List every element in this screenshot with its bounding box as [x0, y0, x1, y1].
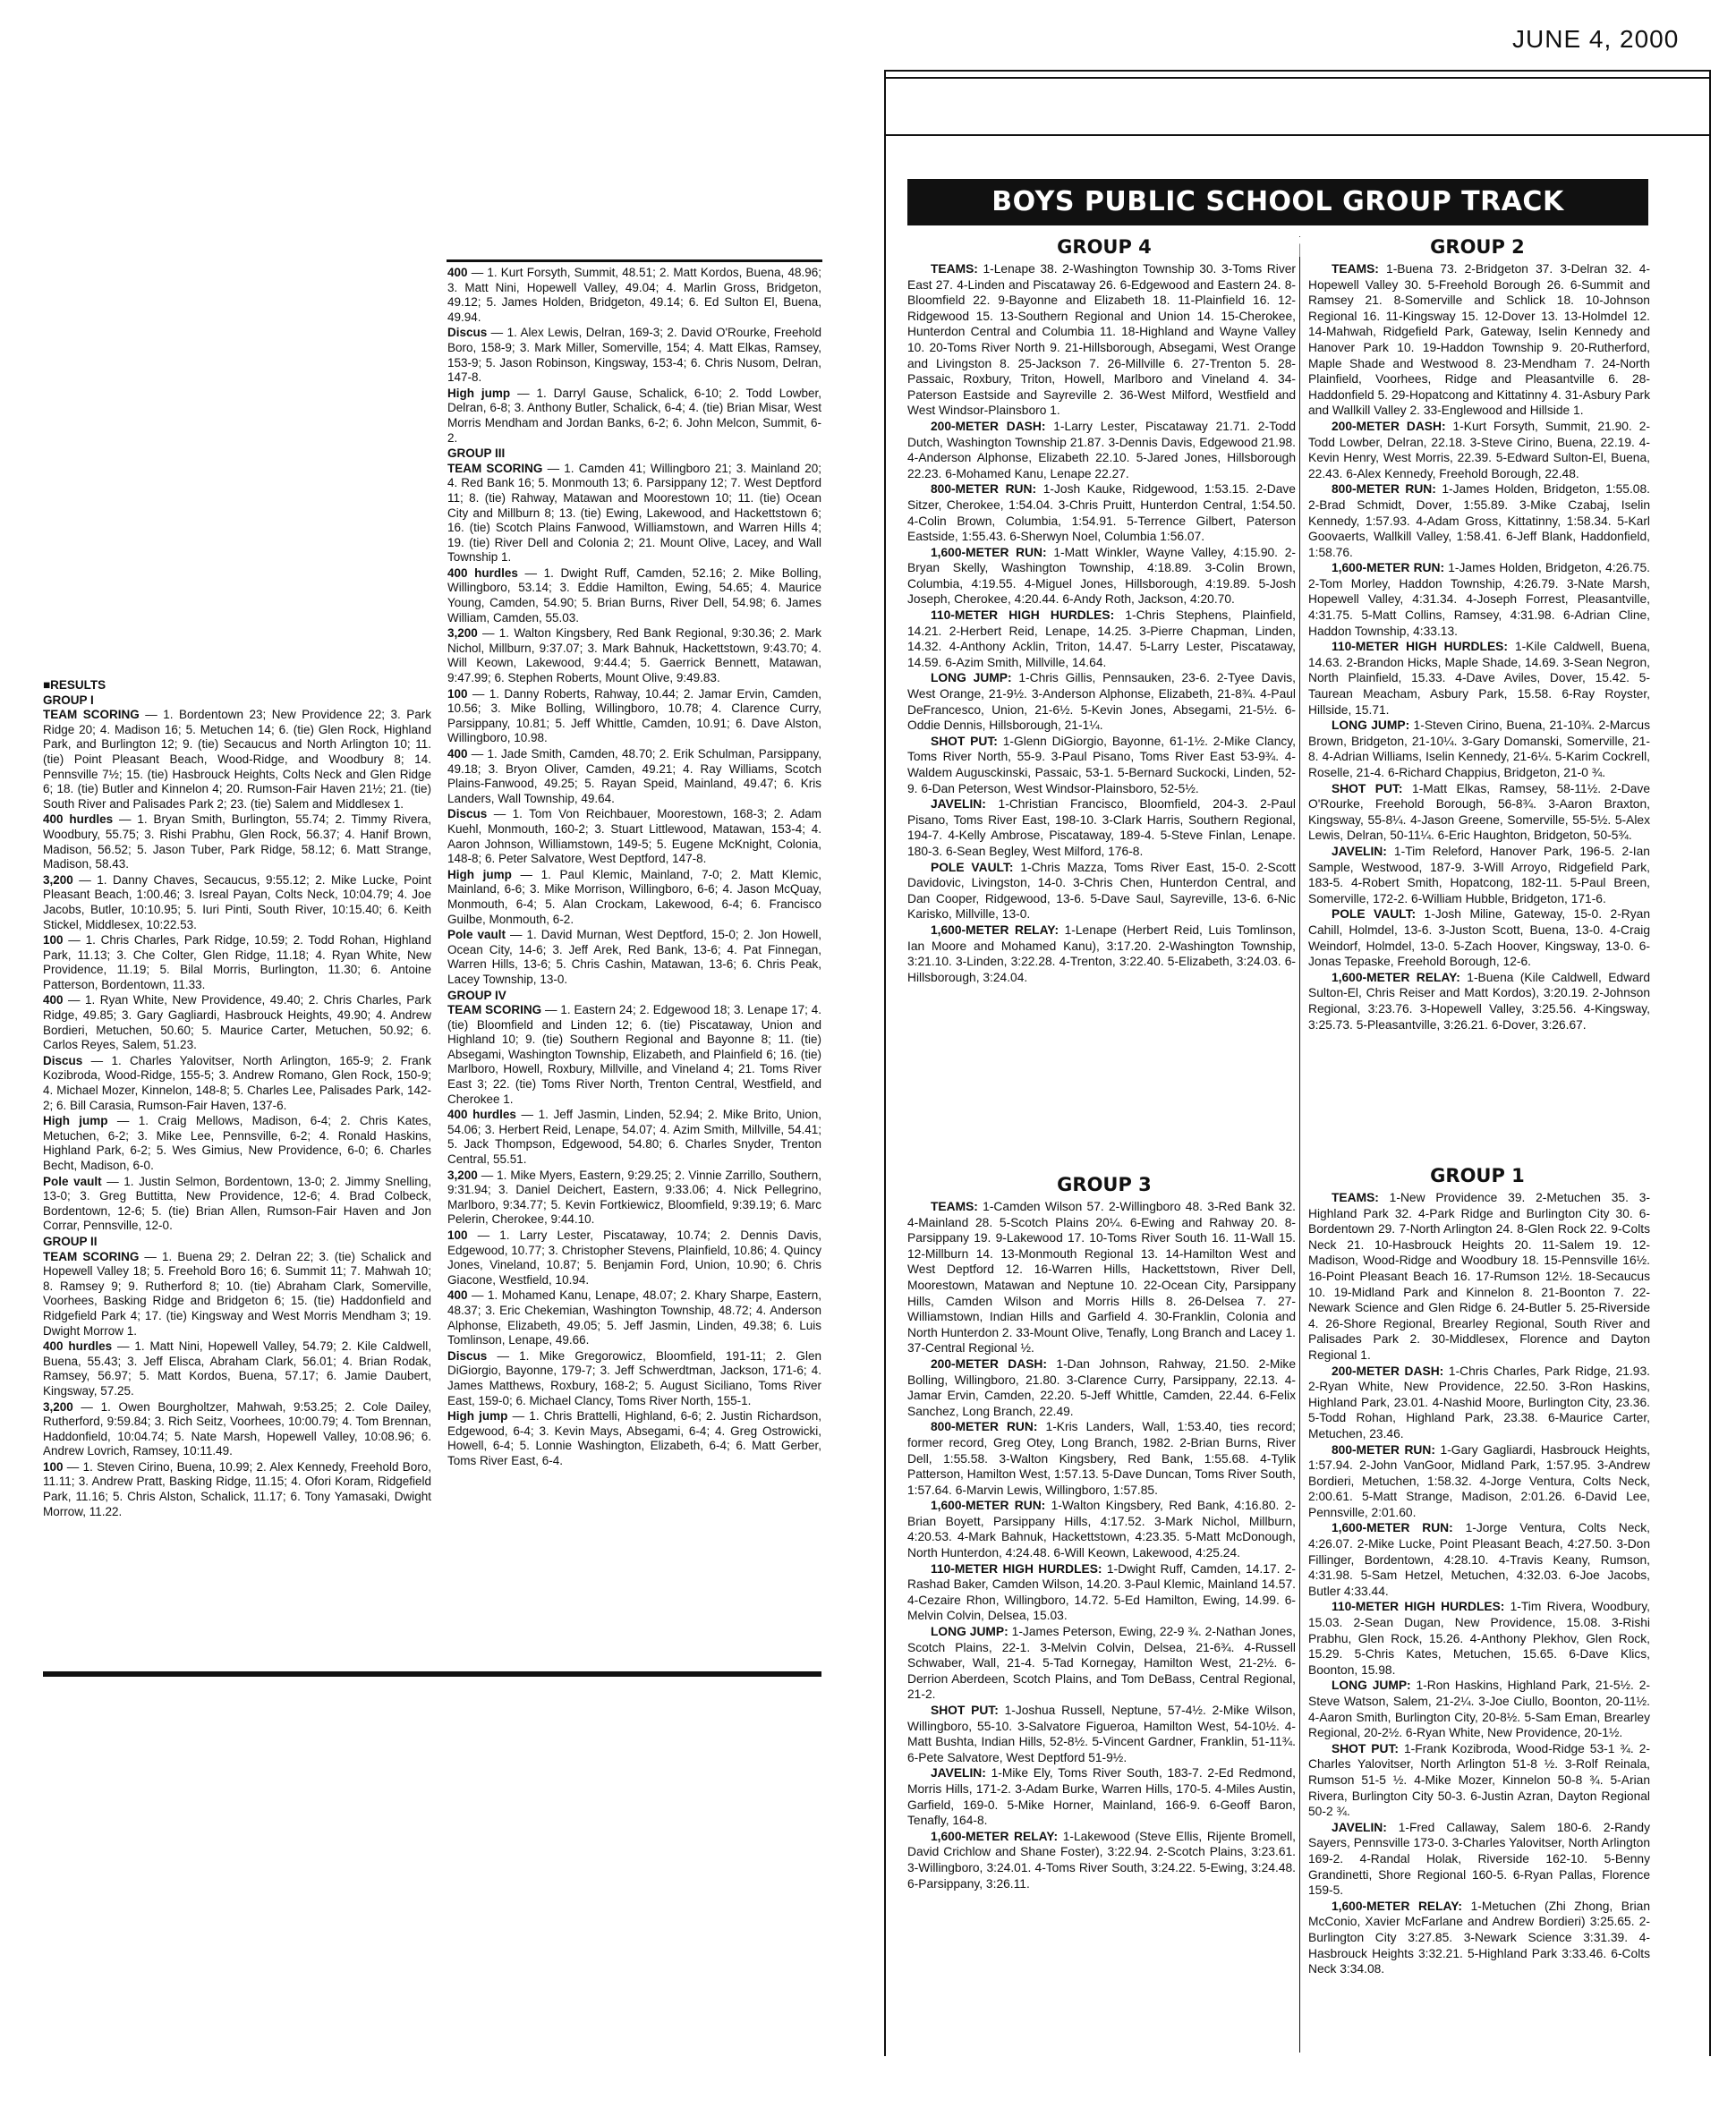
event-name: TEAMS: — [931, 1200, 978, 1213]
result-entry — [907, 1829, 1296, 1891]
event-results: 1-Tim Releford, Hanover Park, 196-5. 2-Ian Sample, Westwood, 187-9. 3-Will Arroyo, Ridgefield Park, 183-5. 4-Robert Smith, Hopatcong, 182-11. 5-Paul Breen, Somerville, 172-2. 6-William Hubble, Bridgeton, 171-6. — [1308, 844, 1650, 905]
result-entry — [43, 1175, 431, 1234]
results-header: ■RESULTS — [43, 678, 106, 692]
event-name: 1,600-METER RELAY: — [931, 1829, 1059, 1843]
result-entry — [907, 545, 1296, 608]
result-entry — [1308, 781, 1650, 844]
result-entry — [1308, 560, 1650, 639]
event-results: 1-Dan Johnson, Rahway, 21.50. 2-Mike Bolling, Willingboro, 21.80. 3-Clarence Curry, Parsippany, 22.13. 4-Jamar Ervin, Camden, 22.20. 5-Jeff Whittle, Camden, 22.44. 6-Felix Sanchez, Long Branch, 22.49. — [907, 1356, 1296, 1418]
group-ii-continued — [447, 266, 821, 446]
result-entry — [907, 1703, 1296, 1765]
event-results: 1-Ron Haskins, Highland Park, 21-5½. 2-Steve Watson, Salem, 21-2¼. 3-Joe Ciullo, Boonton, 20-11½. 4-Aaron Smith, Burlington City, 20-8½. 5-Sam Eman, Brearley Regional, 20-2½. 6-Ryan White, New Providence, 20-1½. — [1308, 1679, 1650, 1740]
result-entry — [447, 1003, 821, 1107]
result-entry — [907, 261, 1296, 419]
result-entry — [447, 1349, 821, 1408]
event-name: 1,600-METER RELAY: — [931, 922, 1059, 937]
event-results: — 1. David Murnan, West Deptford, 15-0; 2. Jon Howell, Ocean City, 14-6; 3. Jeff Arek, Red Bank, 13-6; 4. Pat Finnegan, Warren Hills, 13-6; 5. Chris Cashin, Matawan, 13-6; 6. Chris Peak, Lacey Township, 13-0. — [447, 928, 821, 986]
header-rule-1 — [884, 70, 1711, 72]
event-results: — 1. Walton Kingsbery, Red Bank Regional, 9:30.36; 2. Mark Nichol, Millburn, 9:37.07; 3. Mark Bahnuk, Hackettstown, 9:43.70; 4. Will Keown, Lakewood, 9:44.4; 5. Gaerrick Bennett, Matawan, 9:47.99; 6. Stephen Roberts, Mount Olive, 9:49.83. — [447, 626, 821, 685]
result-entry — [447, 1409, 821, 1468]
event-name: 400 — [43, 993, 64, 1007]
result-entry — [43, 933, 431, 992]
event-results: — 1. Darryl Gause, Schalick, 6-10; 2. Todd Lowber, Delran, 6-8; 3. Anthony Butler, Schalick, 6-4; 4. (tie) Brian Misar, West Morris Mendham and Jordan Banks, 6-2; 6. John Melcon, Summit, 6-2. — [447, 386, 821, 445]
event-name: 100 — [447, 1228, 468, 1242]
event-results: — 1. Mike Myers, Eastern, 9:29.25; 2. Vinnie Zarrillo, Southern, 9:31.94; 3. Daniel Deichert, Eastern, 9:33.06; 4. Nick Pellegrino, Marlboro, 9:34.77; 5. Kevin Fortkiewicz, Bloomfield, 9:39.19; 6. Marc Pelerin, Cherokee, 9:44.10. — [447, 1168, 821, 1227]
event-results: 1-Mike Ely, Toms River South, 183-7. 2-Ed Redmond, Morris Hills, 171-2. 3-Adam Burke, Warren Hills, 170-5. 4-Miles Austin, Garfield, 169-0. 5-Mike Horner, Mainland, 166-9. 6-Geoff Baron, Tenafly, 164-8. — [907, 1766, 1296, 1828]
event-name: 100 — [43, 1459, 64, 1474]
event-name: TEAMS: — [1332, 1191, 1379, 1204]
event-results: 1-Joshua Russell, Neptune, 57-4½. 2-Mike Wilson, Willingboro, 55-10. 3-Salvatore Figueroa, Hamilton West, 54-10½. 4-Matt Bushta, Indian Hills, 52-8½. 5-Vincent Gardner, Franklin, 51-11¾. 6-Pete Salvatore, West Deptford 51-9½. — [907, 1704, 1296, 1764]
event-name: TEAM SCORING — [447, 1003, 542, 1017]
group-i-header: GROUP I — [43, 693, 94, 707]
result-entry — [43, 1054, 431, 1113]
event-results: 1-Steven Cirino, Buena, 21-10¾. 2-Marcus Brown, Bridgeton, 21-10¼. 3-Gary Domanski, Somerville, 21-8. 4-Adrian Williams, Iselin Kennedy, 21-6¼. 5-Karim Cockrell, Roselle, 21-4. 6-Richard Chappius, Bridgeton, 21-0 ¾. — [1308, 718, 1650, 779]
result-entry — [1308, 1442, 1650, 1521]
event-results: — 1. Buena 29; 2. Delran 22; 3. (tie) Schalick and Hopewell Valley 18; 5. Freehold Boro 16; 6. Summit 11; 7. Mahwah 10; 8. Ramsey 9; 9. Rutherford 8; 10. (tie) Abraham Clark, Somerville, Voorhees, Basking Ridge and Bridgeton 6; 15. (tie) Haddonfield and Ridgefield Park 4; 17. (tie) Kingsway and West Morris Mendham 3; 19. Dwight Morrow 1. — [43, 1249, 431, 1338]
result-entry — [447, 1169, 821, 1228]
result-entry — [447, 387, 821, 446]
event-results: — 1. Ryan White, New Providence, 49.40; 2. Chris Charles, Park Ridge, 49.85; 3. Gary Gagliardi, Hasbrouck Heights, 49.90; 4. Andrew Bordieri, Metuchen, 50.60; 5. Maurice Carter, Metuchen, 50.92; 6. Carlos Reyes, Salem, 51.23. — [43, 993, 431, 1052]
result-entry — [447, 1288, 821, 1347]
event-results: 1-Josh Kauke, Ridgewood, 1:53.15. 2-Dave Sitzer, Cherokee, 1:54.04. 3-Chris Pruitt, Hunterdon Central, 1:54.50. 4-Colin Brown, Columbia, 1:54.91. 5-Terrence Gilbert, Paterson Eastside, 1:55.43. 6-Sherwyn Noel, Columbia 1:56.07. — [907, 482, 1296, 544]
event-name: JAVELIN: — [931, 797, 986, 812]
event-name: 1,600-METER RUN: — [1332, 561, 1445, 575]
event-results: 1-Frank Kozibroda, Wood-Ridge 53-1 ¾. 2-Charles Yalovitser, North Arlington 51-8 ½. 3-Rolf Reinala, Rumson 51-5 ½. 4-Mike Mozer, Kinnelon 50-8 ¾. 5-Arian Rivera, Burlington City 50-3. 6-Justin Azran, Dayton Regional 50-2 ¾. — [1308, 1741, 1650, 1819]
group-4-title: GROUP 4 — [1057, 236, 1152, 258]
result-entry — [447, 747, 821, 806]
event-name: High jump — [447, 867, 512, 881]
event-name: 200-METER DASH: — [931, 1356, 1047, 1371]
result-entry — [1308, 1520, 1650, 1599]
group-iii-results — [447, 462, 821, 988]
result-entry — [907, 1356, 1296, 1419]
event-name: 800-METER RUN: — [1332, 1442, 1435, 1457]
group-3-title: GROUP 3 — [1057, 1174, 1152, 1195]
result-entry — [43, 1400, 431, 1459]
column-divider — [1299, 236, 1300, 2053]
event-results: — 1. Mike Gregorowicz, Bloomfield, 191-11; 2. Glen DiGiorgio, Bayonne, 179-7; 3. Jeff Schwerdtman, Jackson, 171-6; 4. James Matthews, Roxbury, 168-2; 5. August Siciliano, Toms River East, 159-0; 6. Michael Clancy, Toms River North, 155-1. — [447, 1348, 821, 1407]
event-results: 1-Matt Elkas, Ramsey, 58-11½. 2-Dave O'Rourke, Freehold Borough, 56-8¾. 3-Aaron Braxton, Kingsway, 55-8¼. 4-Jason Greene, Somerville, 55-5½. 5-Alex Lewis, Delran, 50-11¼. 6-Eric Haughton, Bridgeton, 50-5¾. — [1308, 781, 1650, 843]
event-name: Discus — [447, 326, 488, 340]
result-entry — [1308, 1599, 1650, 1678]
event-results: — 1. Paul Klemic, Mainland, 7-0; 2. Matt Klemic, Mainland, 6-6; 3. Mike Morrison, Willingboro, 6-6; 4. Jason McQuay, Monmouth, 6-4; 5. Alan Crockam, Lakewood, 6-4; 6. Francisco Guilbe, Monmouth, 6-2. — [447, 867, 821, 926]
group-2-title: GROUP 2 — [1430, 236, 1525, 258]
event-name: 400 — [447, 747, 468, 761]
event-results: — 1. Bryan Smith, Burlington, 55.74; 2. Timmy Rivera, Woodbury, 55.75; 3. Rishi Prabhu, Glen Rock, 56.37; 4. Hanif Brown, Madison, 56.52; 5. Jason Tuber, Park Ridge, 58.12; 6. Matt Strange, Madison, 58.43. — [43, 812, 431, 871]
result-entry — [907, 481, 1296, 544]
event-results: — 1. Jeff Jasmin, Linden, 52.94; 2. Mike Brito, Union, 54.06; 3. Herbert Reid, Lenape, 54.07; 4. Azim Smith, Millville, 54.41; 5. Jack Thompson, Edgewood, 54.80; 6. Charles Snyder, Trenton Central, 55.51. — [447, 1108, 821, 1167]
group-2-results — [1308, 261, 1650, 1161]
result-entry — [907, 922, 1296, 985]
event-name: 1,600-METER RUN: — [931, 1499, 1046, 1513]
result-entry — [43, 1460, 431, 1519]
event-name: 3,200 — [43, 872, 73, 887]
group-1-results — [1308, 1190, 1650, 2045]
event-results: — 1. Justin Selmon, Bordentown, 13-0; 2. Jimmy Snelling, 13-0; 3. Greg Buttitta, New Providence, 12-6; 4. Brad Colbeck, Bordentown, 12-6; 5. (tie) Brian Allen, Rumson-Fair Haven and Jon Corrar, Pennsville, 12-0. — [43, 1174, 431, 1233]
event-name: LONG JUMP: — [1332, 1679, 1411, 1693]
event-results: 1-Kile Caldwell, Buena, 14.63. 2-Brandon Hicks, Maple Shade, 14.69. 3-Sean Negron, North Plainfield, 15.33. 4-Dave Aviles, Dover, 15.42. 5-Taurean Meacham, Asbury Park, 15.58. 6-Ray Royster, Hillside, 15.71. — [1308, 640, 1650, 717]
event-name: 800-METER RUN: — [931, 1420, 1038, 1434]
result-entry — [43, 812, 431, 871]
event-name: 200-METER DASH: — [1332, 1364, 1444, 1378]
event-results: 1-Metuchen (Zhi Zhong, Brian McConio, Xavier McFarlane and Andrew Bordieri) 3:25.65. 2-Burlington City 3:27.85. 3-Newark Science 3:31.39. 4-Hasbrouck Heights 3:32.21. 5-Highland Park 3:33.46. 6-Colts Neck 3:34.08. — [1308, 1899, 1650, 1976]
result-entry — [447, 687, 821, 746]
event-name: JAVELIN: — [1332, 844, 1387, 858]
right-edge-rule — [1709, 70, 1711, 2056]
result-entry — [907, 796, 1296, 859]
result-entry — [1308, 970, 1650, 1033]
event-name: SHOT PUT: — [931, 1704, 999, 1717]
event-results: 1-James Holden, Bridgeton, 1:55.08. 2-Brad Schmidt, Dover, 1:55.89. 3-Mike Czabaj, Iselin Kennedy, 1:57.93. 4-Adam Gross, Kittatinny, 1:58.34. 5-Karl Goovaerts, Wallkill Valley, 1:58.41. 6-Jeff Blank, Haddonfield, 1:58.76. — [1308, 482, 1650, 559]
group-iv-results — [447, 1003, 821, 1468]
event-name: 400 hurdles — [447, 1108, 516, 1122]
event-results: 1-Glenn DiGiorgio, Bayonne, 61-1½. 2-Mike Clancy, Toms River North, 55-9. 3-Paul Pisano, Toms River East 53-9¾. 4-Waldem Augusckinski, Passaic, 53-1. 5-Bernard Suckocki, Linden, 52-9. 6-Dan Peterson, West Windsor-Plainsboro, 52-5½. — [907, 734, 1296, 795]
event-name: 110-METER HIGH HURDLES: — [931, 608, 1115, 623]
championship-banner: BOYS PUBLIC SCHOOL GROUP TRACK CHAMPIONSHIPS — [907, 179, 1648, 225]
event-results: — 1. Mohamed Kanu, Lenape, 48.07; 2. Khary Sharpe, Eastern, 48.37; 3. Eric Chekemian, Washington Township, 48.72; 4. Anderson Alphonse, Elizabeth, 49.05; 5. Jeff Jasmin, Linden, 49.38; 6. Luis Tomlinson, Lenape, 49.66. — [447, 1288, 821, 1347]
event-results: — 1. Danny Roberts, Rahway, 10.44; 2. Jamar Ervin, Camden, 10.56; 3. Mike Bolling, Willingboro, 10.78; 4. Clarence Curry, Parsippany, 10.81; 5. Jeff Whittle, Camden, 10.91; 6. Dave Alston, Willingboro, 10.98. — [447, 686, 821, 745]
event-name: Discus — [447, 1348, 488, 1363]
event-results: 1-Matt Winkler, Wayne Valley, 4:15.90. 2-Bryan Skelly, Washington Township, 4:18.89. 3-Colin Brown, Columbia, 4:19.55. 4-Miguel Jones, Hillsborough, 4:19.89. 5-Josh Joseph, Cherokee, 4:20.44. 6-Andy Roth, Jackson, 4:20.70. — [907, 545, 1296, 607]
event-results: — 1. Craig Mellows, Madison, 6-4; 2. Chris Kates, Metuchen, 6-2; 3. Mike Lee, Pennsville, 6-2; 4. Ronald Haskins, Highland Park, 6-2; 5. Wes Gimius, New Providence, 6-0; 6. Charles Becht, Madison, 6-0. — [43, 1114, 431, 1172]
result-entry — [907, 1765, 1296, 1828]
event-name: JAVELIN: — [1332, 1820, 1387, 1834]
result-entry — [907, 1498, 1296, 1560]
event-name: LONG JUMP: — [931, 1625, 1008, 1639]
bottom-rule — [43, 1671, 821, 1677]
event-results: 1-Camden Wilson 57. 2-Willingboro 48. 3-Red Bank 32. 4-Mainland 28. 5-Scotch Plains 20¼. 6-Ewing and Rahway 20. 8-Parsippany 19. 9-Lakewood 17. 10-Toms River South 16. 11-Wall 15. 12-Millburn 14. 13-Monmouth Regional 13. 14-Hamilton West and West Deptford 12. 16-Warren Hills, Hackettstown, River Dell, Moorestown, Matawan and Neptune 10. 22-Ocean City, Parsippany Hills, Camden Wilson and Morris Hills 8. 26-Delsea 7. 27-Williamstown, Indian Hills and Garfield 4. 30-Franklin, Colonia and North Hunterdon 2. 33-Mount Olive, Tenafly, Long Branch and Lacey 1. 37-Central Regional ½. — [907, 1200, 1296, 1356]
event-results: 1-Lenape 38. 2-Washington Township 30. 3-Toms River East 27. 4-Linden and Piscataway 26. 6-Edgewood and Eastern 24. 8-Bloomfield 22. 9-Bayonne and Elizabeth 18. 11-Plainfield 16. 12-Ridgewood 15. 13-Southern Regional and Union 14. 15-Cherokee, Hunterdon Central and Columbia 11. 18-Highland and Wayne Valley 10. 20-Toms River North 9. 21-Hillsborough, Absegami, West Orange and Livingston 8. 25-Jackson 7. 26-Millville 6. 27-Trenton 5. 28-Passaic, Roxbury, Triton, Howell, Marlboro and Vineland 4. 34-Paterson Eastside and Sayreville 2. 36-West Milford, Westfield and West Windsor-Plainsboro 1. — [907, 262, 1296, 418]
event-results: — 1. Dwight Ruff, Camden, 52.16; 2. Mike Bolling, Willingboro, 53.14; 3. Eddie Hamilton, Ewing, 54.65; 4. Maurice Young, Camden, 54.90; 5. Brian Burns, River Dell, 54.98; 6. James William, Camden, 55.03. — [447, 565, 821, 625]
event-name: LONG JUMP: — [931, 671, 1012, 685]
event-name: 110-METER HIGH HURDLES: — [1332, 640, 1508, 654]
event-name: 800-METER RUN: — [931, 482, 1037, 497]
result-entry — [907, 419, 1296, 481]
event-results: 1-Jorge Ventura, Colts Neck, 4:26.07. 2-Mike Lucke, Point Pleasant Beach, 4:27.50. 3-Don Fillinger, Bordentown, 4:28.10. 4-Travis Keany, Rumson, 4:31.98. 5-Sam Hetzel, Metuchen, 4:32.03. 6-Joe Jacobs, Butler 4:33.44. — [1308, 1521, 1650, 1598]
event-name: TEAM SCORING — [43, 708, 140, 722]
event-name: SHOT PUT: — [1332, 781, 1403, 795]
event-results: — 1. Alex Lewis, Delran, 169-3; 2. David O'Rourke, Freehold Boro, 158-9; 3. Mark Miller, Somerville, 154; 4. Matt Elkas, Ramsey, 153-9; 5. Jason Robinson, Kingsway, 153-4; 6. Chris Nusom, Delran, 147-8. — [447, 326, 821, 385]
event-results: — 1. Camden 41; Willingboro 21; 3. Mainland 20; 4. Red Bank 16; 5. Monmouth 13; 6. Parsippany 12; 7. West Deptford 11; 8. (tie) Rahway, Matawan and Moorestown 10; 11. (tie) Ocean City and Millburn 8; 13. (tie) Ewing, Lakewood, and Hackettstown 6; 16. (tie) Scotch Plains Fanwood, Williamstown, and Warren Hills 4; 19. (tie) River Dell and Colonia 2; 21. Mount Olive, Lacey, and Wall Township 1. — [447, 461, 821, 565]
result-entry — [907, 734, 1296, 796]
event-name: 110-METER HIGH HURDLES: — [931, 1561, 1102, 1576]
event-name: POLE VAULT: — [1332, 907, 1417, 922]
result-entry — [907, 860, 1296, 922]
event-results: — 1. Steven Cirino, Buena, 10.99; 2. Alex Kennedy, Freehold Boro, 11.11; 3. Andrew Pratt, Basking Ridge, 11.15; 4. Ofori Koram, Ridgefield Park, 11.16; 5. Chris Alston, Schalick, 11.17; 6. Tony Yamasaki, Dwight Morrow, 11.22. — [43, 1459, 431, 1518]
event-name: 400 hurdles — [43, 812, 114, 827]
group-ii-header: GROUP II — [43, 1234, 98, 1248]
result-entry — [907, 670, 1296, 733]
result-entry — [1308, 906, 1650, 969]
event-results: 1-Christian Francisco, Bloomfield, 204-3. 2-Paul Pisano, Toms River East, 198-10. 3-Clark Harris, Southern Regional, 194-7. 4-Kelly Ambrose, Piscataway, 189-4. 5-Steve Finlan, Lenape. 180-3. 6-Sean Begley, West Milford, 176-8. — [907, 797, 1296, 858]
event-results: 1-Tim Rivera, Woodbury, 15.03. 2-Sean Dugan, New Providence, 15.08. 3-Rishi Prabhu, Glen Rock, 15.26. 4-Anthony Plekhov, Glen Rock, 15.29. 5-Chris Kates, Metuchen, 15.65. 6-Dave Klics, Boonton, 15.98. — [1308, 1600, 1650, 1677]
group2-4-column — [447, 266, 821, 1669]
result-entry — [1308, 1190, 1650, 1364]
result-entry — [1308, 639, 1650, 718]
result-entry — [447, 1108, 821, 1167]
event-results: 1-James Peterson, Ewing, 22-9 ¾. 2-Nathan Jones, Scotch Plains, 22-1. 3-Melvin Colvin, Delsea, 21-6¾. 4-Russell Schwaber, Wall, 21-4. 5-Tad Kornegay, Hamilton West, 21-2½. 6-Derrion Aberdeen, Scotch Plains, and Tom DeBass, Central Regional, 21-2. — [907, 1625, 1296, 1702]
event-results: 1-James Holden, Bridgeton, 4:26.75. 2-Tom Morley, Haddon Township, 4:26.79. 3-Nate Marsh, Hopewell Valley, 4:31.34. 4-Joseph Forrest, Pleasantville, 4:31.75. 5-Matt Collins, Ramsey, 4:31.98. 6-Adrian Cline, Haddon Township, 4:33.13. — [1308, 561, 1650, 638]
event-results: — 1. Charles Yalovitser, North Arlington, 165-9; 2. Frank Kozibroda, Wood-Ridge, 155-5; 3. Andrew Romano, Glen Rock, 150-9; 4. Michael Mozer, Kinnelon, 148-8; 5. Charles Lee, Palisades Park, 142-2; 6. Bill Carasia, Rumson-Fair Haven, 137-6. — [43, 1053, 431, 1112]
event-name: 3,200 — [447, 626, 478, 641]
event-results: — 1. Chris Charles, Park Ridge, 10.59; 2. Todd Rohan, Highland Park, 11.13; 3. Che Colter, Glen Ridge, 11.18; 4. Ryan White, New Providence, 11.19; 5. Bilal Morris, Burlington, 11.30; 6. Antoine Patterson, Bordentown, 11.33. — [43, 933, 431, 991]
group-i-results — [43, 708, 431, 1234]
result-entry — [1308, 261, 1650, 419]
result-entry — [447, 462, 821, 565]
group-3-results — [907, 1199, 1296, 2045]
event-name: High jump — [447, 1409, 508, 1424]
event-results: — 1. Kurt Forsyth, Summit, 48.51; 2. Matt Kordos, Buena, 48.96; 3. Matt Nini, Hopewell Valley, 49.04; 4. Marlin Gross, Bridgeton, 49.12; 5. James Holden, Bridgeton, 49.14; 6. Ed Sulton El, Buena, 49.94. — [447, 266, 821, 324]
event-name: 110-METER HIGH HURDLES: — [1332, 1600, 1505, 1614]
event-results: 1-Kurt Forsyth, Summit, 21.90. 2-Todd Lowber, Delran, 22.18. 3-Steve Cirino, Buena, 22.19. 4-Kevin Henry, West Morris, 22.39. 5-Edward Sulton-El, Buena, 22.43. 6-Alex Kennedy, Freehold Borough, 22.48. — [1308, 419, 1650, 480]
result-entry — [447, 626, 821, 685]
event-results: 1-Lenape (Herbert Reid, Luis Tomlinson, Ian Moore and Mohamed Kanu), 3:17.20. 2-Washington Township, 3:21.10. 3-Linden, 3:22.28. 4-Trenton, 3:22.40. 5-Elizabeth, 3:24.03. 6-Hillsborough, 3:24.04. — [907, 922, 1296, 984]
event-results: — 1. Matt Nini, Hopewell Valley, 54.79; 2. Kile Caldwell, Buena, 55.43; 3. Jeff Elisca, Abraham Clark, 56.01; 4. Brian Rodak, Ramsey, 56.97; 5. Matt Kordos, Buena, 57.17; 6. Jamie Daubert, Kingsway, 57.25. — [43, 1339, 431, 1398]
result-entry — [43, 873, 431, 932]
event-results: 1-Kris Landers, Wall, 1:53.40, ties record; former record, Greg Otey, Long Branch, 1982. 2-Brian Burns, River Dell, 1:55.58. 3-Walton Kingsbery, Red Bank, 1:55.68. 4-Tylik Patterson, Hamilton West, 1:57.13. 5-Dave Duncan, Toms River South, 1:57.64. 6-Marvin Lewis, Willingboro, 1:57.85. — [907, 1420, 1296, 1497]
group1-2-column — [43, 678, 431, 1668]
result-entry — [43, 708, 431, 812]
event-results: 1-Buena 73. 2-Bridgeton 37. 3-Delran 32. 4-Hopewell Valley 30. 5-Freehold Borough 26. 6-Summit and Ramsey 21. 8-Somerville and Schlick 18. 10-Johnson Regional 16. 11-Kingsway 15. 12-Dover 13. 13-Holmdel 12. 14-Mahwah, Ridgefield Park, Gateway, Iselin Kennedy and Hanover Park 10. 19-Haddon Township 9. 20-Rutherford, Maple Shade and Westwood 8. 23-Mendham 7. 24-North Plainfield, Voorhees, Ridge and Pleasantville 6. 28-Haddonfield 5. 29-Hopatcong and Kittatinny 4. 31-Asbury Park and Wallkill Valley 2. 33-Englewood and Hillside 1. — [1308, 262, 1650, 418]
event-results: 1-Chris Charles, Park Ridge, 21.93. 2-Ryan White, New Providence, 22.50. 3-Ron Haskins, Highland Park, 23.01. 4-Nashid Moore, Burlington City, 23.36. 5-Todd Rohan, Highland Park, 23.38. 6-Maurice Carter, Metuchen, 23.46. — [1308, 1364, 1650, 1441]
event-name: 1,600-METER RUN: — [1332, 1521, 1453, 1535]
event-results: 1-Buena (Kile Caldwell, Edward Sulton-El, Chris Reiser and Matt Kordos), 3:20.19. 2-Johnson Regional, 3:23.76. 3-Hopewell Valley, 3:25.56. 4-Kingsway, 3:25.73. 5-Pleasantville, 3:26.21. 6-Dover, 3:26.67. — [1308, 970, 1650, 1032]
result-entry — [447, 266, 821, 325]
result-entry — [1308, 1678, 1650, 1740]
event-results: 1-Chris Gillis, Pennsauken, 23-6. 2-Tyee Davis, West Orange, 21-9½. 3-Anderson Alphonse, Elizabeth, 21-8¾. 4-Paul DeFrancesco, Union, 21-6½. 5-Kevin Jones, Absegami, 21-5½. 6-Oddie Dennis, Hillsborough, 21-1¼. — [907, 671, 1296, 733]
event-name: 200-METER DASH: — [1332, 419, 1446, 433]
result-entry — [1308, 1364, 1650, 1442]
result-entry — [43, 993, 431, 1052]
event-results: 1-Fred Callaway, Salem 180-6. 2-Randy Sayers, Pennsville 173-0. 3-Charles Yalovitser, North Arlington 169-2. 4-Randal Holak, Riverside 162-10. 5-Benny Grandinetti, Shore Regional 160-5. 6-Ryan Pallas, Florence 159-5. — [1308, 1820, 1650, 1898]
event-name: 400 — [447, 266, 468, 279]
event-name: TEAM SCORING — [43, 1249, 140, 1263]
result-entry — [907, 1561, 1296, 1624]
event-results: — 1. Larry Lester, Piscataway, 10.74; 2. Dennis Davis, Edgewood, 10.77; 3. Christopher Stevens, Plainfield, 10.86; 4. Quincy Jones, Vineland, 10.87; 5. Benjamin Ford, Union, 10.90; 6. Chris Giacone, Westfield, 10.94. — [447, 1228, 821, 1287]
event-name: 3,200 — [447, 1168, 478, 1182]
event-name: 1,600-METER RELAY: — [1332, 970, 1460, 984]
group-1-title: GROUP 1 — [1430, 1165, 1525, 1186]
result-entry — [1308, 1820, 1650, 1899]
event-results: — 1. Danny Chaves, Secaucus, 9:55.12; 2. Mike Lucke, Point Pleasant Beach, 1:00.46; 3. Isreal Payan, Colts Neck, 10:04.79; 4. Joe Jacobs, Butler, 10:10.95; 5. Iuri Pinti, South River, 10:15.40; 6. Keith Stickel, Middlesex, 10:22.53. — [43, 872, 431, 931]
left-edge-rule — [884, 70, 886, 2056]
event-name: Discus — [43, 1053, 83, 1067]
event-results: 1-Chris Stephens, Plainfield, 14.21. 2-Herbert Reid, Lenape, 14.25. 3-Pierre Chapman, Linden, 14.32. 4-Anthony Acklin, Triton, 14.47. 5-Larry Lester, Piscataway, 14.59. 6-Azim Smith, Millville, 14.64. — [907, 608, 1296, 669]
event-name: 1,600-METER RUN: — [931, 545, 1047, 559]
event-name: 1,600-METER RELAY: — [1332, 1899, 1463, 1913]
event-name: Discus — [447, 807, 488, 821]
result-entry — [447, 566, 821, 625]
result-entry — [1308, 1899, 1650, 1977]
event-results: 1-Larry Lester, Piscataway 21.71. 2-Todd Dutch, Washington Township 21.87. 3-Dennis Davis, Edgewood 21.98. 4-Anderson Alphonse, Elizabeth 22.10. 5-Jared Jones, Hillsborough 22.23. 6-Mohamed Kanu, Lenape 22.27. — [907, 419, 1296, 480]
result-entry — [907, 1624, 1296, 1703]
event-name: TEAM SCORING — [447, 461, 543, 475]
dateline: JUNE 4, 2000 — [1512, 25, 1680, 53]
event-results: — 1. Eastern 24; 2. Edgewood 18; 3. Lenape 17; 4. (tie) Bloomfield and Linden 12; 6. (tie) Piscataway, Union and Highland 10; 9. (tie) Southern Regional and Bayonne 8; 11. (tie) Absegami, Washington Township, Elizabeth, and Plainfield 6; 16. (tie) Marlboro, Howell, Roxbury, Millville, and Vineland 4; 21. Toms River East 3; 22. (tie) Toms River North, Trenton Central, Westfield, and Cherokee 1. — [447, 1003, 821, 1106]
group-iii-header: GROUP III — [447, 446, 506, 461]
event-name: TEAMS: — [1332, 262, 1379, 276]
event-name: High jump — [447, 386, 511, 400]
event-name: 400 — [447, 1288, 468, 1303]
event-name: LONG JUMP: — [1332, 718, 1410, 733]
result-entry — [43, 1250, 431, 1339]
event-results: — 1. Jade Smith, Camden, 48.70; 2. Erik Schulman, Parsippany, 49.18; 3. Bryon Oliver, Camden, 49.21; 4. Ray Williams, Scotch Plains-Fanwood, 49.25; 5. Rayan Speid, Mainland, 49.47; 6. Kris Landers, Wall Township, 49.64. — [447, 747, 821, 805]
event-results: 1-New Providence 39. 2-Metuchen 35. 3-Highland Park 32. 4-Park Ridge and Burlington City 30. 6-Bordentown 29. 7-North Arlington 24. 8-Glen Rock 22. 9-Colts Neck 21. 10-Hasbrouck Heights 20. 11-Salem 19. 12-Madison, Wood-Ridge and Woodbury 18. 15-Pennsville 16½. 16-Point Pleasant Beach 16. 17-Rumson 12½. 18-Secaucus 10. 19-Midland Park and Kinnelon 8. 21-Boonton 7. 22-Newark Science and Glen Ridge 6. 24-Butler 5. 25-Riverside 4. 26-Shore Regional, Brearley Regional, South River and Palisades Park 2. 30-Middlesex, Florence and Dayton Regional 1. — [1308, 1191, 1650, 1362]
result-entry — [907, 1199, 1296, 1356]
result-entry — [907, 608, 1296, 670]
result-entry — [447, 868, 821, 927]
event-results: 1-Gary Gagliardi, Hasbrouck Heights, 1:57.94. 2-John VanGoor, Midland Park, 1:57.95. 3-Andrew Bordieri, Metuchen, 1:58.32. 4-Jorge Ventura, Colts Neck, 2:00.61. 5-Matt Strange, Madison, 2:01.26. 6-David Lee, Pennsville, 2:01.60. — [1308, 1442, 1650, 1519]
event-name: 3,200 — [43, 1399, 73, 1414]
event-name: 200-METER DASH: — [931, 419, 1046, 433]
result-entry — [43, 1339, 431, 1398]
event-results: 1-Dwight Ruff, Camden, 14.17. 2-Rashad Baker, Camden Wilson, 14.20. 3-Paul Klemic, Mainland 14.57. 4-Cezaire Rhon, Willingboro, 14.72. 5-Ed Hamilton, Ewing, 14.99. 6-Melvin Colvin, Delsea, 15.03. — [907, 1561, 1296, 1623]
event-name: Pole vault — [447, 928, 506, 942]
result-entry — [447, 807, 821, 866]
event-name: 400 hurdles — [43, 1339, 113, 1354]
event-name: 400 hurdles — [447, 565, 518, 580]
event-name: JAVELIN: — [931, 1766, 986, 1781]
event-name: High jump — [43, 1114, 108, 1128]
result-entry — [1308, 481, 1650, 560]
result-entry — [1308, 419, 1650, 481]
event-results: — 1. Chris Brattelli, Highland, 6-6; 2. Justin Richardson, Edgewood, 6-4; 3. Kevin Mays, Absegami, 6-4; 4. Greg Ostrowicki, Howell, 6-4; 5. Lonnie Washington, Elizabeth, 6-4; 6. Matt Gerber, Toms River East, 6-4. — [447, 1409, 821, 1467]
result-entry — [1308, 844, 1650, 906]
event-results: — 1. Tom Von Reichbauer, Moorestown, 168-3; 2. Adam Kuehl, Monmouth, 160-2; 3. Stuart Littlewood, Matawan, 153-4; 4. Aaron Johnson, Williamstown, 149-5; 5. Eugene McKnight, Colonia, 148-8; 6. Peter Salvatore, West Deptford, 147-8. — [447, 807, 821, 866]
result-entry — [907, 1419, 1296, 1498]
left-clipping — [39, 255, 823, 1704]
event-name: 800-METER RUN: — [1332, 482, 1436, 497]
event-results: 1-Lakewood (Steve Ellis, Rijente Bromell, David Crichlow and Shane Foster), 3:22.94. 2-Scotch Plains, 3:23.61. 3-Willingboro, 3:24.01. 4-Toms River South, 3:24.22. 5-Ewing, 3:24.48. 6-Parsippany, 3:26.11. — [907, 1829, 1296, 1891]
result-entry — [447, 326, 821, 385]
group-ii-results — [43, 1250, 431, 1520]
event-name: SHOT PUT: — [1332, 1741, 1399, 1755]
event-results: 1-Josh Miline, Gateway, 15-0. 2-Ryan Cahill, Holmdel, 13-6. 3-Juston Scott, Buena, 13-0. 4-Craig Weindorf, Holmdel, 13-0. 5-Zach Hoover, Kingsway, 13-0. 6-Jonas Tepaske, Freehold Borough, 12-6. — [1308, 907, 1650, 969]
event-results: — 1. Owen Bourgholtzer, Mahwah, 9:53.25; 2. Cole Dailey, Rutherford, 9:59.84; 3. Rich Seitz, Voorhees, 10:00.79; 4. Tom Brennan, Haddonfield, 10:04.74; 5. Nate Marsh, Hopewell Valley, 10:08.96; 6. Andrew Lovrich, Ramsey, 10:11.49. — [43, 1399, 431, 1458]
result-entry — [1308, 1741, 1650, 1820]
event-name: SHOT PUT: — [931, 734, 998, 748]
event-results: 1-Chris Mazza, Toms River East, 15-0. 2-Scott Davidovic, Livingston, 14-0. 3-Chris Chen, Hunterdon Central, and Dan Cooper, Ridgewood, 13-6. 5-Dave Saul, Sayreville, 13-6. 6-Nic Karisko, Millville, 13-0. — [907, 860, 1296, 922]
event-name: Pole vault — [43, 1174, 102, 1188]
event-results: — 1. Bordentown 23; New Providence 22; 3. Park Ridge 20; 4. Madison 16; 5. Metuchen 14; 6. (tie) Glen Rock, Highland Park, and Burlington 12; 9. (tie) Secaucus and North Arlington 10; 11. (tie) Point Pleasant Beach, Wood-Ridge, and Woodbury 8; 14. Pennsville 7½; 15. (tie) Hasbrouck Heights, Colts Neck and Glen Ridge 6; 18. (tie) Butler and Kinnelon 4; 20. Rumson-Fair Haven 21½; 21. (tie) South River and Palisades Park 2; 23. (tie) Salem and Middlesex 1. — [43, 708, 431, 811]
group-iv-header: GROUP IV — [447, 988, 506, 1002]
event-name: 100 — [43, 933, 64, 948]
header-rule-2 — [884, 77, 1711, 79]
event-name: TEAMS: — [931, 262, 978, 276]
event-name: 100 — [447, 686, 468, 701]
result-entry — [1308, 718, 1650, 780]
result-entry — [447, 928, 821, 987]
event-results: 1-Walton Kingsbery, Red Bank, 4:16.80. 2-Brian Boyett, Parsippany Hills, 4:17.52. 3-Mark Nichol, Millburn, 4:20.53. 4-Mark Bahnuk, Hackettstown, 4:23.35. 5-Matt McDonough, North Hunterdon, 4:24.48. 6-Will Keown, Lakewood, 4:25.24. — [907, 1499, 1296, 1560]
result-entry — [43, 1114, 431, 1173]
group-4-results — [907, 261, 1296, 1163]
event-name: POLE VAULT: — [931, 860, 1014, 874]
header-rule-3 — [884, 134, 1711, 136]
top-rule — [447, 259, 822, 262]
result-entry — [447, 1228, 821, 1288]
